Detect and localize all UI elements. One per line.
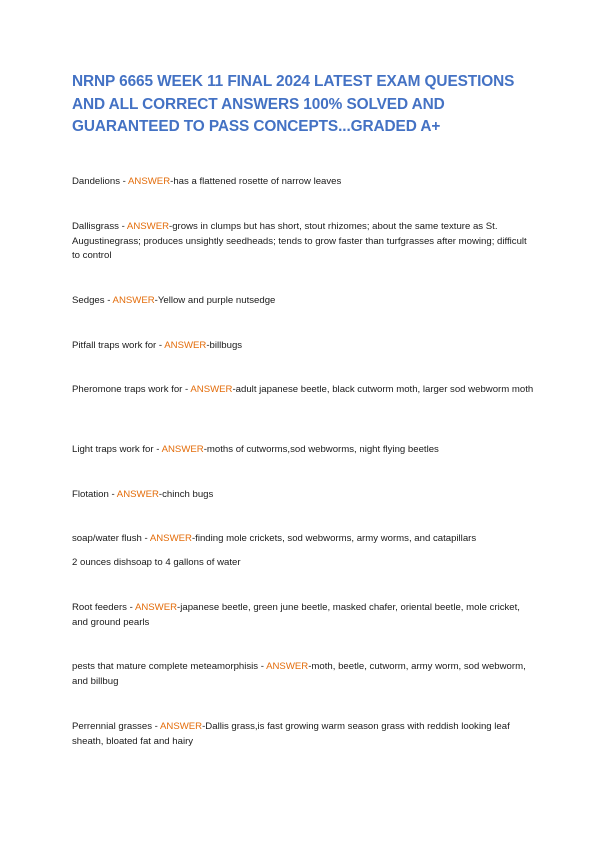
answer-label: ANSWER [190, 384, 233, 395]
question-text: Sedges [72, 295, 105, 306]
answer-text: -moths of cutworms,sod webworms, night flying beetles [203, 444, 439, 455]
qa-item-soap-water-flush [72, 532, 534, 547]
answer-text: -Yellow and purple nutsedge [154, 295, 276, 306]
answer-label: ANSWER [116, 489, 159, 500]
question-text: Dandelions [72, 176, 121, 187]
answer-label: ANSWER [160, 721, 203, 732]
separator: - [104, 295, 113, 306]
answer-text: -billbugs [206, 340, 243, 351]
question-text: Light traps work for [72, 444, 154, 455]
separator: - [152, 721, 160, 732]
answer-label: ANSWER [112, 295, 155, 306]
separator: - [141, 533, 150, 544]
question-text: soap/water flush [72, 533, 142, 544]
answer-text: -Dallis grass,is fast growing warm season grass with reddish looking leaf sheath, bloated fat and hairy [72, 721, 510, 747]
qa-item-light-traps [72, 443, 534, 458]
qa-item-sedges [72, 294, 534, 309]
separator: - [126, 602, 135, 613]
answer-label: ANSWER [134, 602, 178, 613]
separator: - [258, 661, 267, 672]
separator: - [153, 444, 162, 455]
answer-label: ANSWER [161, 444, 204, 455]
qa-item-complete-metamorphosis [72, 660, 534, 689]
answer-label: ANSWER [126, 221, 170, 232]
question-text: Pheromone traps work for [72, 384, 183, 395]
question-text: pests that mature complete meteamorphisis [72, 661, 259, 672]
question-text: Pitfall traps work for [72, 340, 157, 351]
question-text: Dallisgrass [72, 221, 119, 232]
answer-label: ANSWER [266, 661, 309, 672]
document-title: NRNP 6665 WEEK 11 FINAL 2024 LATEST EXAM QUESTIONS AND ALL CORRECT ANSWERS 100% SOLVED AND GUARANTEED TO PASS CONCEPTS...GRADED A+ [72, 73, 515, 135]
answer-text: -chinch bugs [158, 489, 214, 500]
answer-label: ANSWER [149, 533, 192, 544]
qa-item-flotation [72, 488, 534, 503]
answer-text: -has a flattened rosette of narrow leaves [170, 176, 342, 187]
separator: - [120, 176, 129, 187]
qa-item-pheromone-traps [72, 383, 534, 398]
answer-text: -moth, beetle, cutworm, army worm, sod webworm, and billbug [72, 661, 526, 687]
answer-label: ANSWER [164, 340, 207, 351]
answer-text: -japanese beetle, green june beetle, masked chafer, oriental beetle, mole cricket, and ground pearls [72, 602, 520, 628]
answer-text: -grows in clumps but has short, stout rhizomes; about the same texture as St. Augustinegrass; produces unsightly seedheads; tends to grow faster than turfgrasses after mowing; difficult to control [72, 221, 527, 261]
question-text: Flotation [72, 489, 109, 500]
answer-text: -adult japanese beetle, black cutworm moth, larger sod webworm moth [232, 384, 534, 395]
separator: - [108, 489, 117, 500]
qa-item-perennial-grasses [72, 720, 534, 749]
qa-item-dallisgrass [72, 220, 534, 264]
qa-item-root-feeders [72, 601, 534, 630]
separator: - [118, 221, 127, 232]
question-text: Perrennial grasses [72, 721, 152, 732]
separator: - [182, 384, 191, 395]
separator: - [156, 340, 165, 351]
question-text: Root feeders [72, 602, 127, 613]
qa-item-pitfall-traps [72, 339, 534, 354]
qa-item-dandelions [72, 175, 534, 190]
answer-text: -finding mole crickets, sod webworms, army worms, and catapillars [191, 533, 477, 544]
qa-item-extra-note: 2 ounces dishsoap to 4 gallons of water [72, 557, 241, 568]
answer-label: ANSWER [128, 176, 171, 187]
